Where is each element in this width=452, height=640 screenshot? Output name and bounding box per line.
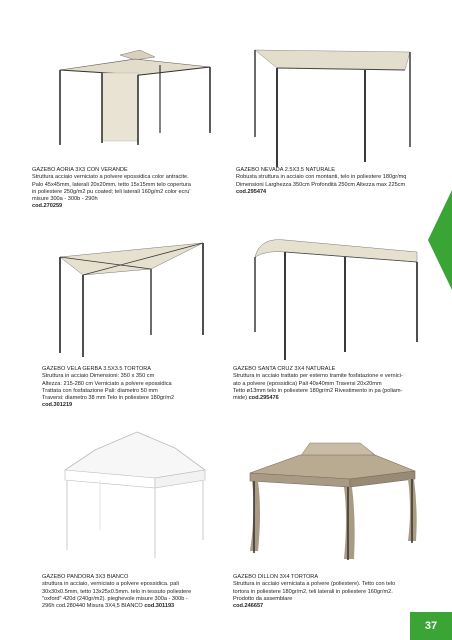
product-desc-line: Struttura in acciaio trattato per esterno tramite fosfatazione e vernici- (233, 373, 403, 380)
product-desc-line: misure 300a - 300b - 290h (32, 196, 98, 203)
product-desc-line: 296h cod.280440 Misura 3X4,5 BIANCO (42, 603, 143, 610)
product-desc-line: Altezza: 215-280 cm Verniciato a polvere epossidica (42, 380, 172, 387)
product-caption-santa-cruz (233, 366, 433, 402)
gazebo-aoria-image (40, 45, 220, 150)
product-code: cod.270259 (32, 203, 63, 210)
product-desc-line: in poliestere 250g/m2 pu coated; teli laterali 160g/m2 color ecru' (32, 188, 191, 195)
gazebo-vela-gerba-image (55, 235, 215, 360)
product-caption-dillon (233, 574, 433, 610)
product-caption-vela-gerba (42, 366, 232, 410)
page-number: 37 (410, 612, 452, 640)
product-code: cod.301219 (42, 402, 73, 409)
product-desc-line: Struttura in acciaio Dimensioni: 350 x 350 cm (42, 373, 155, 380)
product-desc-line: tortora in poliestere 180gr/m2, teli laterali in poliestere 160gr/m2. (233, 588, 393, 595)
gazebo-dillon-image (240, 435, 425, 565)
product-desc-line: Robusta struttura in acciaio con montanti, telo in poliestere 180gr/mq (236, 174, 407, 181)
product-desc-line: Struttura acciaio verniciato a polvere epossidica color antracite. (32, 174, 189, 181)
product-title: GAZEBO AORIA 3X3 CON VERANDE (32, 167, 128, 173)
product-desc-line: Struttura in acciaio verniciata a polvere (poliestere). Tetto con telo (233, 581, 396, 588)
product-desc-line: "oxford" 420d (240gr/m2). pieghevole misure 300a - 300b - (42, 595, 188, 602)
product-desc-line: Trattata con fosfatazione Pali: diametro 50 mm (42, 387, 158, 394)
product-desc-line: struttura in acciaio, verniciato a polvere epossidica. pali (42, 581, 179, 588)
product-desc-line: 30x30x0.5mm, tetto 13x25x0.5mm. telo in tessuto poliestere (42, 588, 192, 595)
gazebo-santa-cruz-image (245, 232, 425, 367)
product-desc-line: Traversi: diametro 38 mm Telo in poliestere 180gr/m2 (42, 395, 175, 402)
product-code: cod.301193 (144, 603, 175, 610)
product-code: cod.295476 (248, 395, 279, 402)
product-title: GAZEBO SANTA CRUZ 3X4 NATURALE (233, 366, 336, 372)
product-title: GAZEBO VELA GERBA 3.5X3.5 TORTORA (42, 366, 152, 372)
product-desc-line: Palo 45x45mm, laterali 20x20mm, tetto 15x15mm telo copertura (32, 181, 191, 188)
product-title: GAZEBO PANDORA 3X3 BIANCO (42, 574, 129, 580)
product-desc-line: ato a polvere (epossidica) Pali 40x40mm Traversi 20x20mm (233, 380, 382, 387)
product-caption-nevada (236, 167, 436, 196)
product-code: cod.246657 (233, 603, 264, 610)
green-side-tab (428, 190, 452, 290)
product-title: GAZEBO NEVADA 2.5X3.5 NATURALE (236, 167, 335, 173)
product-desc-line: Dimensioni Larghezza 350cm Profondità 250cm Altezza max 225cm (236, 181, 406, 188)
gazebo-nevada-image (245, 42, 425, 172)
product-title: GAZEBO DILLON 3X4 TORTORA (233, 574, 319, 580)
product-desc-line: Prodotto da assemblare (233, 595, 293, 602)
gazebo-pandora-image (55, 430, 220, 560)
product-caption-aoria (32, 167, 222, 211)
product-code: cod.295474 (236, 188, 267, 195)
product-desc-line: mide) (233, 395, 247, 402)
product-caption-pandora (42, 574, 232, 610)
product-desc-line: Tetto ø13mm telo in poliestere 180gr/m2 Rivestimento in pa (poliam- (233, 387, 403, 394)
